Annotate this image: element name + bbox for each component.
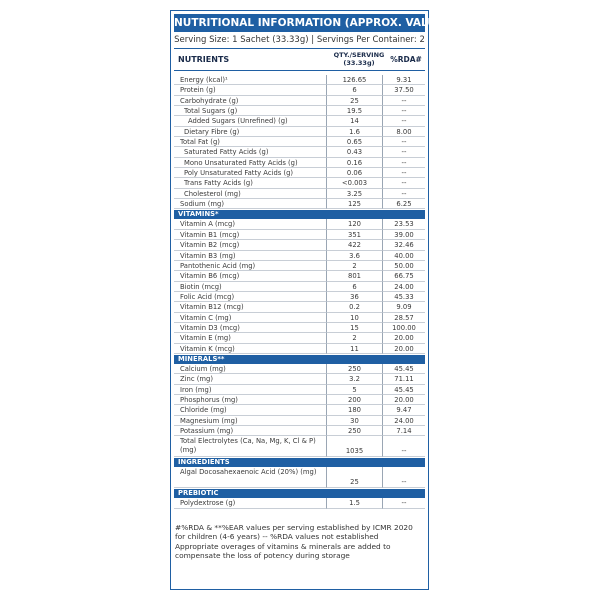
nutrient-name: Magnesium (mg) — [174, 416, 327, 426]
table-row — [174, 158, 425, 168]
nutrient-rda: 40.00 — [383, 251, 425, 261]
nutrient-name: Total Fat (g) — [174, 137, 327, 147]
nutrient-name: Algal Docosahexaenoic Acid (20%) (mg) — [174, 467, 327, 488]
nutrient-name: Vitamin B6 (mcg) — [174, 271, 327, 281]
nutrient-rda: 39.00 — [383, 230, 425, 240]
nutrient-name: Vitamin B2 (mcg) — [174, 240, 327, 250]
nutrient-qty: 1.5 — [327, 498, 383, 508]
nutrient-name: Mono Unsaturated Fatty Acids (g) — [174, 158, 327, 168]
nutrient-rda: -- — [383, 137, 425, 147]
table-row — [174, 405, 425, 415]
nutrient-name: Phosphorus (mg) — [174, 395, 327, 405]
nutrient-qty: 5 — [327, 385, 383, 395]
table-row — [174, 426, 425, 436]
nutrient-qty: 6 — [327, 282, 383, 292]
nutrient-rda: 66.75 — [383, 271, 425, 281]
nutrient-qty: 6 — [327, 85, 383, 95]
nutrient-qty: 1.6 — [327, 127, 383, 137]
table-row — [174, 106, 425, 116]
table-row — [174, 230, 425, 240]
nutrient-name: Total Sugars (g) — [174, 106, 327, 116]
table-row — [174, 395, 425, 405]
nutrient-name: Vitamin B1 (mcg) — [174, 230, 327, 240]
nutrient-rda: -- — [383, 436, 425, 457]
table-row — [174, 416, 425, 426]
nutrient-rda: 37.50 — [383, 85, 425, 95]
nutrient-qty: 0.65 — [327, 137, 383, 147]
table-row — [174, 116, 425, 126]
nutrient-qty: 3.6 — [327, 251, 383, 261]
nutrient-rda: -- — [383, 158, 425, 168]
section-vitamins: VITAMINS* — [174, 210, 425, 219]
table-row — [174, 323, 425, 333]
nutrient-name: Vitamin K (mcg) — [174, 344, 327, 354]
nutrient-name: Vitamin B3 (mg) — [174, 251, 327, 261]
nutrient-qty: 801 — [327, 271, 383, 281]
serving-info: Serving Size: 1 Sachet (33.33g) | Servings Per Container: 2 — [174, 35, 425, 45]
nutrient-rda: 32.46 — [383, 240, 425, 250]
nutrient-qty: <0.003 — [327, 178, 383, 188]
nutrient-rda: -- — [383, 168, 425, 178]
nutrient-rda: 45.33 — [383, 292, 425, 302]
nutrient-qty: 422 — [327, 240, 383, 250]
nutrient-rda: 45.45 — [383, 364, 425, 374]
table-row — [174, 240, 425, 250]
nutrient-qty: 126.65 — [327, 75, 383, 85]
nutrient-name: Dietary Fibre (g) — [174, 127, 327, 137]
nutrient-name: Folic Acid (mcg) — [174, 292, 327, 302]
nutrient-name: Polydextrose (g) — [174, 498, 327, 508]
nutrient-name: Total Electrolytes (Ca, Na, Mg, K, Cl & P) (mg) — [174, 436, 327, 457]
nutrient-qty: 2 — [327, 261, 383, 271]
nutrient-qty: 36 — [327, 292, 383, 302]
nutrient-rda: 9.47 — [383, 405, 425, 415]
table-row — [174, 436, 425, 457]
nutrient-qty: 0.2 — [327, 302, 383, 312]
nutrient-name: Protein (g) — [174, 85, 327, 95]
nutrient-rda: -- — [383, 147, 425, 157]
nutrient-qty: 11 — [327, 344, 383, 354]
table-row — [174, 189, 425, 199]
nutrient-rda: 45.45 — [383, 385, 425, 395]
nutrient-qty: 180 — [327, 405, 383, 415]
nutrient-rda: 6.25 — [383, 199, 425, 209]
nutrient-rda: 23.53 — [383, 219, 425, 229]
nutrient-qty: 2 — [327, 333, 383, 343]
nutrient-name: Vitamin C (mg) — [174, 313, 327, 323]
nutrient-rda: -- — [383, 106, 425, 116]
nutrient-qty: 0.06 — [327, 168, 383, 178]
nutrient-qty: 15 — [327, 323, 383, 333]
nutrient-rda: 7.14 — [383, 426, 425, 436]
nutrient-qty: 14 — [327, 116, 383, 126]
nutrient-qty: 3.2 — [327, 374, 383, 384]
ingredient-rows — [174, 467, 425, 488]
nutrient-name: Trans Fatty Acids (g) — [174, 178, 327, 188]
header-rda: %RDA# — [390, 55, 422, 64]
nutrient-rda: 20.00 — [383, 395, 425, 405]
nutrient-name: Iron (mg) — [174, 385, 327, 395]
nutrient-qty: 250 — [327, 426, 383, 436]
nutrient-qty: 0.43 — [327, 147, 383, 157]
nutrient-rda: 24.00 — [383, 416, 425, 426]
nutrient-rda: -- — [383, 178, 425, 188]
nutrient-rda: -- — [383, 467, 425, 488]
nutrient-qty: 25 — [327, 467, 383, 488]
table-row — [174, 374, 425, 384]
nutrient-rda: 20.00 — [383, 344, 425, 354]
nutrient-name: Biotin (mcg) — [174, 282, 327, 292]
nutrient-qty: 0.16 — [327, 158, 383, 168]
table-row — [174, 292, 425, 302]
nutrient-rda: -- — [383, 96, 425, 106]
table-row — [174, 261, 425, 271]
nutrient-rda: 100.00 — [383, 323, 425, 333]
table-row — [174, 344, 425, 354]
nutrient-rda: -- — [383, 116, 425, 126]
nutrient-qty: 125 — [327, 199, 383, 209]
section-minerals: MINERALS** — [174, 355, 425, 364]
nutrient-name: Poly Unsaturated Fatty Acids (g) — [174, 168, 327, 178]
nutrient-name: Saturated Fatty Acids (g) — [174, 147, 327, 157]
section-ingredients: INGREDIENTS — [174, 458, 425, 467]
nutrient-rda: 20.00 — [383, 333, 425, 343]
header-qty: QTY./SERVING (33.33g) — [333, 51, 385, 67]
nutrient-name: Sodium (mg) — [174, 199, 327, 209]
nutrient-rda: 8.00 — [383, 127, 425, 137]
header-nutrients: NUTRIENTS — [178, 55, 230, 64]
nutrient-name: Vitamin B12 (mcg) — [174, 302, 327, 312]
nutrient-name: Pantothenic Acid (mg) — [174, 261, 327, 271]
table-row — [174, 467, 425, 488]
nutrient-name: Vitamin A (mcg) — [174, 219, 327, 229]
table-row — [174, 385, 425, 395]
panel-title: NUTRITIONAL INFORMATION (APPROX. VALUES): — [174, 14, 425, 32]
mineral-rows — [174, 364, 425, 457]
nutrient-qty: 30 — [327, 416, 383, 426]
table-row — [174, 147, 425, 157]
table-row — [174, 137, 425, 147]
table-row — [174, 333, 425, 343]
nutrient-qty: 10 — [327, 313, 383, 323]
nutrient-name: Cholesterol (mg) — [174, 189, 327, 199]
nutrient-rda: 50.00 — [383, 261, 425, 271]
nutrient-name: Carbohydrate (g) — [174, 96, 327, 106]
table-row — [174, 271, 425, 281]
footnote: #%RDA & **%EAR values per serving established by ICMR 2020 for children (4-6 years) -- %RDA values not established Appropriate overages of vitamins & minerals are added to compensate the loss of potency during storage — [175, 522, 413, 560]
nutrient-qty: 19.5 — [327, 106, 383, 116]
table-row — [174, 85, 425, 95]
table-row — [174, 96, 425, 106]
nutrient-name: Chloride (mg) — [174, 405, 327, 415]
nutrient-rda: 9.09 — [383, 302, 425, 312]
table-header — [174, 48, 425, 71]
nutrient-rda: 71.11 — [383, 374, 425, 384]
table-row — [174, 75, 425, 85]
table-row — [174, 127, 425, 137]
nutrient-rda: -- — [383, 498, 425, 508]
nutrient-rda: 9.31 — [383, 75, 425, 85]
table-row — [174, 251, 425, 261]
table-row — [174, 364, 425, 374]
nutrient-qty: 1035 — [327, 436, 383, 457]
table-row — [174, 282, 425, 292]
table-row — [174, 219, 425, 229]
table-row — [174, 313, 425, 323]
table-row — [174, 199, 425, 209]
nutrient-rda: 28.57 — [383, 313, 425, 323]
table-row — [174, 302, 425, 312]
table-row — [174, 168, 425, 178]
nutrient-qty: 250 — [327, 364, 383, 374]
nutrient-rda: -- — [383, 189, 425, 199]
nutrient-name: Added Sugars (Unrefined) (g) — [174, 116, 327, 126]
nutrient-qty: 3.25 — [327, 189, 383, 199]
nutrient-name: Vitamin E (mg) — [174, 333, 327, 343]
nutrient-qty: 351 — [327, 230, 383, 240]
nutrient-rda: 24.00 — [383, 282, 425, 292]
nutrient-qty: 25 — [327, 96, 383, 106]
nutrient-name: Energy (kcal)¹ — [174, 75, 327, 85]
prebiotic-rows — [174, 498, 425, 508]
section-prebiotic: PREBIOTIC — [174, 489, 425, 498]
nutrient-qty: 120 — [327, 219, 383, 229]
nutrient-name: Calcium (mg) — [174, 364, 327, 374]
nutrient-qty: 200 — [327, 395, 383, 405]
nutrient-name: Zinc (mg) — [174, 374, 327, 384]
nutrient-name: Potassium (mg) — [174, 426, 327, 436]
nutrition-panel — [170, 10, 460, 590]
vitamin-rows — [174, 219, 425, 353]
nutrient-name: Vitamin D3 (mcg) — [174, 323, 327, 333]
table-row — [174, 178, 425, 188]
main-nutrients — [174, 75, 425, 209]
table-row — [174, 498, 425, 508]
